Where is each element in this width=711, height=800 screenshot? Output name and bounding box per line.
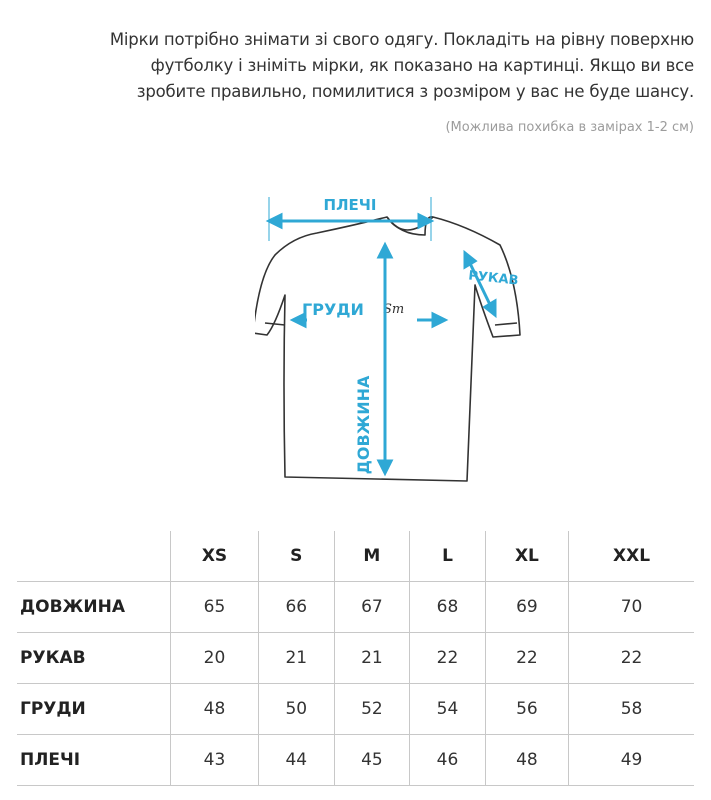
sleeve-label: РУКАВ (467, 268, 520, 289)
size-header-corner (17, 531, 171, 582)
table-cell: 49 (569, 735, 694, 786)
length-arrow (379, 245, 391, 473)
table-cell: 22 (410, 633, 486, 684)
size-chart-table (17, 531, 694, 786)
size-header-s: S (259, 531, 335, 582)
size-header-xl: XL (485, 531, 568, 582)
table-cell: 50 (259, 684, 335, 735)
tshirt-measurement-diagram (255, 185, 525, 485)
table-cell: 65 (171, 582, 259, 633)
row-label-chest: ГРУДИ (17, 684, 171, 735)
table-cell: 69 (485, 582, 568, 633)
table-cell: 67 (334, 582, 410, 633)
size-header-xs: XS (171, 531, 259, 582)
table-cell: 45 (334, 735, 410, 786)
table-cell: 20 (171, 633, 259, 684)
table-cell: 22 (485, 633, 568, 684)
table-cell: 52 (334, 684, 410, 735)
table-row (17, 582, 694, 633)
size-header-xxl: XXL (569, 531, 694, 582)
brand-logo: Sm (383, 302, 405, 317)
table-cell: 66 (259, 582, 335, 633)
table-cell: 56 (485, 684, 568, 735)
table-cell: 43 (171, 735, 259, 786)
table-cell: 70 (569, 582, 694, 633)
table-row (17, 735, 694, 786)
instructions-text (34, 27, 694, 105)
instructions-line-1: Мірки потрібно знімати зі свого одягу. Покладіть на рівну поверхню (109, 30, 694, 49)
table-cell: 58 (569, 684, 694, 735)
table-cell: 68 (410, 582, 486, 633)
row-label-shoulders: ПЛЕЧІ (17, 735, 171, 786)
table-cell: 21 (259, 633, 335, 684)
row-label-sleeve: РУКАВ (17, 633, 171, 684)
shoulders-label: ПЛЕЧІ (323, 196, 377, 214)
table-cell: 44 (259, 735, 335, 786)
table-row (17, 633, 694, 684)
table-cell: 48 (171, 684, 259, 735)
table-cell: 54 (410, 684, 486, 735)
table-cell: 48 (485, 735, 568, 786)
size-header-l: L (410, 531, 486, 582)
table-row (17, 684, 694, 735)
measurement-error-note: (Можлива похибка в замірах 1-2 см) (445, 120, 694, 135)
instructions-line-3: зробите правильно, помилитися з розміром у вас не буде шансу. (136, 82, 694, 101)
table-cell: 22 (569, 633, 694, 684)
length-label: ДОВЖИНА (354, 375, 373, 475)
instructions-line-2: футболку і зніміть мірки, як показано на картинці. Якщо ви все (150, 56, 694, 75)
size-header-row (17, 531, 694, 582)
chest-label: ГРУДИ (302, 300, 364, 319)
size-header-m: M (334, 531, 410, 582)
table-cell: 21 (334, 633, 410, 684)
row-label-length: ДОВЖИНА (17, 582, 171, 633)
table-cell: 46 (410, 735, 486, 786)
